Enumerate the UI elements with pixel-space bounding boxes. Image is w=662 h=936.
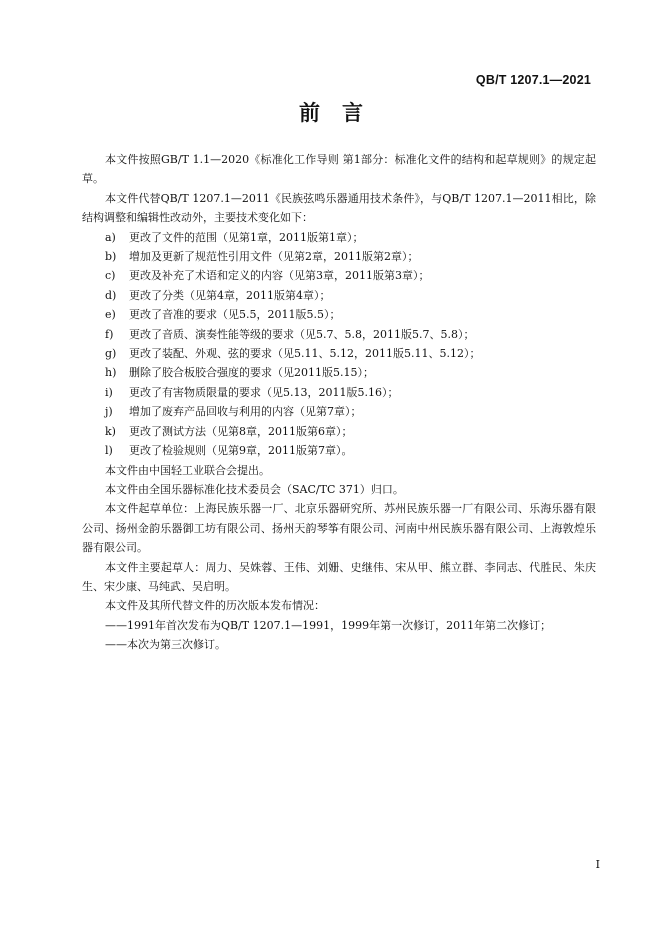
list-item-text: 增加及更新了规范性引用文件（见第2章，2011版第2章）； bbox=[129, 250, 419, 264]
list-marker: b) bbox=[105, 250, 117, 264]
list-item bbox=[82, 422, 596, 441]
list-marker: j) bbox=[105, 405, 113, 419]
list-marker: h) bbox=[105, 366, 117, 380]
page-number: I bbox=[595, 858, 600, 871]
list-item bbox=[82, 305, 596, 324]
list-marker: a) bbox=[105, 230, 116, 244]
document-body bbox=[82, 150, 596, 655]
list-item bbox=[82, 286, 596, 305]
list-item-text: 删除了胶合板胶合强度的要求（见2011版5.15）； bbox=[129, 366, 374, 380]
list-item-text: 更改了音准的要求（见5.5，2011版5.5）； bbox=[129, 308, 341, 322]
drafting-units-paragraph: 本文件起草单位：上海民族乐器一厂、北京乐器研究所、苏州民族乐器一厂有限公司、乐海乐器有限公司、扬州金韵乐器御工坊有限公司、扬州天韵琴筝有限公司、河南中州民族乐器有限公司、上海敦煌乐器有限公司。 bbox=[82, 502, 596, 555]
list-item-text: 增加了废弃产品回收与利用的内容（见第7章）； bbox=[129, 405, 362, 419]
list-item bbox=[82, 325, 596, 344]
list-item-text: 更改及补充了术语和定义的内容（见第3章，2011版第3章）； bbox=[129, 269, 430, 283]
list-marker: f) bbox=[105, 327, 114, 341]
list-marker: l) bbox=[105, 444, 113, 458]
list-marker: e) bbox=[105, 308, 116, 322]
changes-list bbox=[82, 228, 596, 461]
replacement-paragraph: 本文件代替QB/T 1207.1—2011《民族弦鸣乐器通用技术条件》，与QB/T 1207.1—2011相比，除结构调整和编辑性改动外，主要技术变化如下： bbox=[82, 191, 596, 225]
list-marker: c) bbox=[105, 269, 116, 283]
list-item bbox=[82, 402, 596, 421]
list-item bbox=[82, 247, 596, 266]
proposer-paragraph: 本文件由中国轻工业联合会提出。 bbox=[105, 463, 270, 477]
page-title: 前言 bbox=[299, 101, 385, 125]
list-item-text: 更改了有害物质限量的要求（见5.13，2011版5.16）； bbox=[129, 385, 399, 399]
drafters-paragraph: 本文件主要起草人：周力、吴姝蓉、王伟、刘姗、史继伟、宋从甲、熊立群、李同志、代胜民、朱庆生、宋少康、马纯武、吴启明。 bbox=[82, 560, 596, 593]
list-item-text: 更改了文件的范围（见第1章，2011版第1章）； bbox=[129, 230, 364, 244]
list-item-text: 更改了测试方法（见第8章，2011版第6章）； bbox=[129, 424, 353, 438]
list-marker: g) bbox=[105, 347, 117, 361]
history-intro-paragraph: 本文件及其所代替文件的历次版本发布情况： bbox=[105, 599, 325, 613]
list-item-text: 更改了装配、外观、弦的要求（见5.11、5.12，2011版5.11、5.12）； bbox=[129, 347, 481, 361]
list-item bbox=[82, 363, 596, 382]
list-item-text: 更改了分类（见第4章，2011版第4章）； bbox=[129, 288, 331, 302]
list-item bbox=[82, 228, 596, 247]
list-item bbox=[82, 266, 596, 285]
list-marker: i) bbox=[105, 385, 113, 399]
history-item: ——1991年首次发布为QB/T 1207.1—1991，1999年第一次修订，2011年第二次修订； bbox=[105, 618, 552, 632]
list-marker: k) bbox=[105, 424, 116, 438]
history-item: ——本次为第三次修订。 bbox=[105, 638, 226, 652]
committee-paragraph: 本文件由全国乐器标准化技术委员会（SAC/TC 371）归口。 bbox=[105, 482, 404, 496]
list-marker: d) bbox=[105, 288, 117, 302]
list-item-text: 更改了检验规则（见第9章，2011版第7章）。 bbox=[129, 444, 353, 458]
list-item bbox=[82, 383, 596, 402]
standard-code: QB/T 1207.1—2021 bbox=[475, 73, 591, 87]
drafting-basis-paragraph: 本文件按照GB/T 1.1—2020《标准化工作导则 第1部分：标准化文件的结构和起草规则》的规定起草。 bbox=[82, 153, 596, 186]
list-item-text: 更改了音质、演奏性能等级的要求（见5.7、5.8，2011版5.7、5.8）； bbox=[129, 327, 475, 341]
list-item bbox=[82, 441, 596, 460]
list-item bbox=[82, 344, 596, 363]
